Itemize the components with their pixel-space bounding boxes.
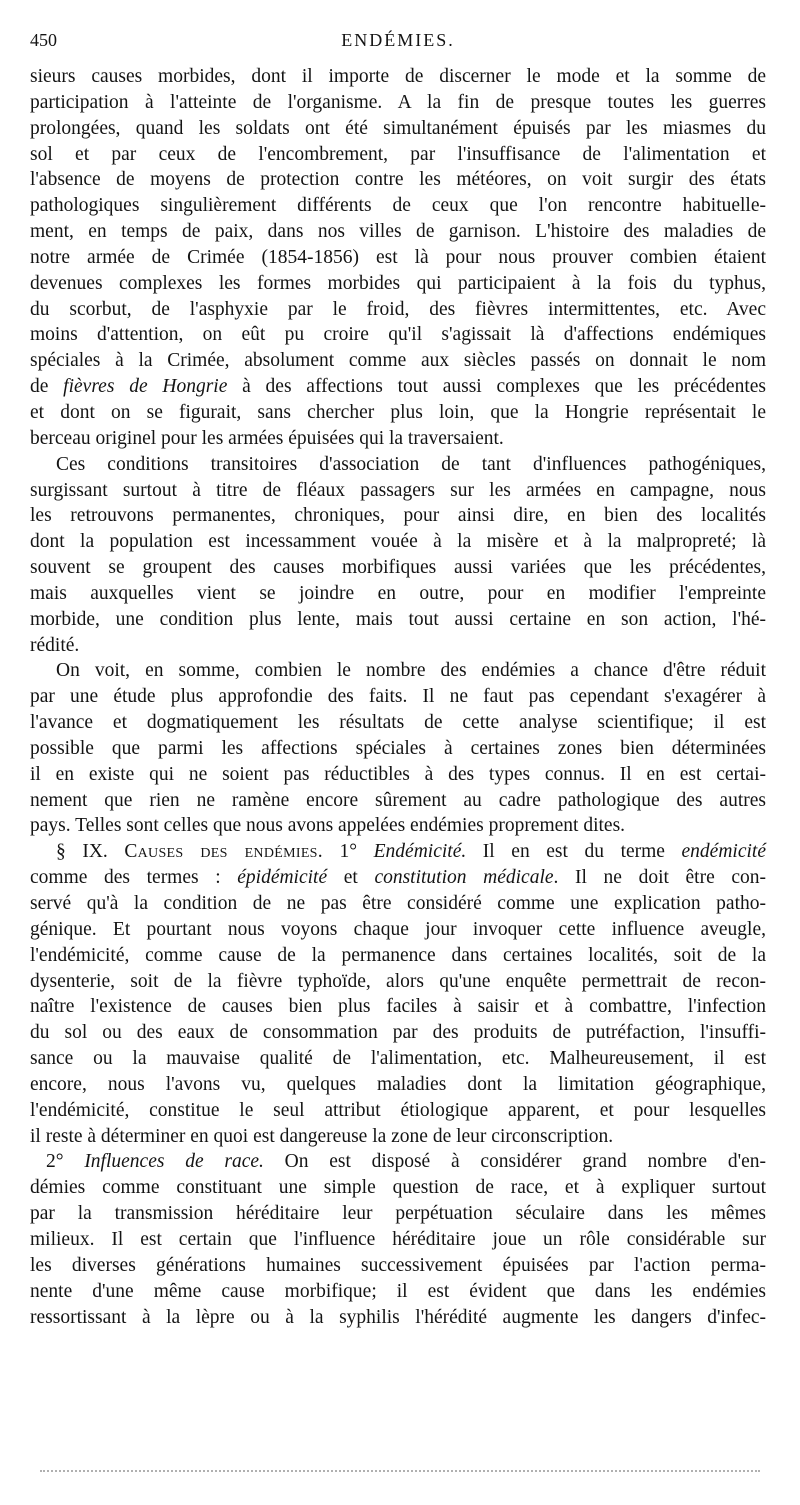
text-line: spéciales à la Crimée, absolument comme aux siècles passés on donnait le nom: [30, 350, 766, 372]
text-line: démies comme constituant une simple question de race, et à expliquer surtout: [30, 1177, 766, 1199]
text-line: berceau originel pour les armées épuisées qui la traversaient.: [30, 427, 504, 449]
text-line: On voit, en somme, combien le nombre des endémies a chance d'être réduit: [56, 660, 766, 682]
text-line: pays. Telles sont celles que nous avons appelées endémies proprement dites.: [30, 815, 626, 837]
section-heading-line: § IX. Causes des endémies. 1° Endémicité. Il en est du terme endémicité: [56, 841, 766, 863]
italic-term: fièvres de Hongrie: [63, 376, 228, 398]
text-line: ressortissant à la lèpre ou à la syphilis l'hérédité augmente les dangers d'infec-: [30, 1306, 766, 1328]
text-line: notre armée de Crimée (1854-1856) est là pour nous prouver combien étaient: [30, 246, 766, 268]
subsection-title: Influences de race.: [84, 1151, 264, 1173]
text-line: du sol ou des eaux de consommation par des produits de putréfaction, l'insuffi-: [30, 1022, 766, 1044]
text-line: nement que rien ne ramène encore sûrement au cadre pathologique des autres: [30, 789, 766, 811]
text-line: devenues complexes les formes morbides qui participaient à la fois du typhus,: [30, 272, 766, 294]
text-line: participation à l'atteinte de l'organisme. A la fin de presque toutes les guerres: [30, 91, 766, 113]
text-line: du scorbut, de l'asphyxie par le froid, des fièvres intermittentes, etc. Avec: [30, 298, 766, 320]
text-line: nente d'une même cause morbifique; il est évident que dans les endémies: [30, 1280, 766, 1302]
text-line: surgissant surtout à titre de fléaux passagers sur les armées en campagne, nous: [30, 479, 766, 501]
text-line: sol et par ceux de l'encombrement, par l'insuffisance de l'alimentation et: [30, 143, 766, 165]
text-line: et dont on se figurait, sans chercher plus loin, que la Hongrie représentait le: [30, 401, 766, 423]
subsection-heading-line: 2° Influences de race. On est disposé à considérer grand nombre d'en-: [46, 1151, 766, 1173]
text-line: moins d'attention, on eût pu croire qu'il s'agissait là d'affections endémiques: [30, 324, 766, 346]
text-line: par la transmission héréditaire leur perpétuation séculaire dans les mêmes: [30, 1203, 766, 1225]
text-line: par une étude plus approfondie des faits. Il ne faut pas cependant s'exagérer à: [30, 686, 766, 708]
body-text: [30, 64, 766, 1330]
text-line: les diverses générations humaines successivement épuisées par l'action perma-: [30, 1254, 766, 1276]
text-line: ment, en temps de paix, dans nos villes de garnison. L'histoire des maladies de: [30, 221, 766, 243]
text-line: il en existe qui ne soient pas réductibles à des types connus. Il en est certai-: [30, 763, 766, 785]
text-line: de fièvres de Hongrie à des affections tout aussi complexes que les précédentes: [30, 376, 766, 398]
text-line: comme des termes : épidémicité et constitution médicale. Il ne doit être con-: [30, 867, 767, 889]
text-line: sieurs causes morbides, dont il importe de discerner le mode et la somme de: [30, 66, 766, 87]
text-line: mais auxquelles vient se joindre en outre, pour en modifier l'empreinte: [30, 582, 766, 604]
text-line: souvent se groupent des causes morbifiques aussi variées que les précédentes,: [30, 557, 766, 579]
text-line: il reste à déterminer en quoi est dangereuse la zone de leur circonscription.: [30, 1125, 614, 1147]
text-line: l'avance et dogmatiquement les résultats de cette analyse scientifique; il est: [30, 712, 766, 734]
text-line: sance ou la mauvaise qualité de l'alimentation, etc. Malheureusement, il est: [30, 1048, 766, 1070]
text-line: morbide, une condition plus lente, mais tout aussi certaine en son action, l'hé-: [30, 608, 766, 630]
text-line: dont la population est incessamment vouée à la misère et à la malpropreté; là: [30, 531, 766, 553]
text-line: rédité.: [30, 634, 80, 656]
bottom-bleed-through: [40, 1470, 760, 1476]
text-line: l'absence de moyens de protection contre les météores, on voit surgir des états: [30, 169, 766, 191]
text-line: possible que parmi les affections spéciales à certaines zones bien déterminées: [30, 737, 766, 759]
text-line: génique. Et pourtant nous voyons chaque jour invoquer cette influence aveugle,: [30, 918, 766, 940]
subsection-title: Endémicité.: [373, 841, 467, 863]
text-line: naître l'existence de causes bien plus faciles à saisir et à combattre, l'infection: [30, 996, 766, 1018]
text-line: servé qu'à la condition de ne pas être considéré comme une explication patho-: [30, 893, 766, 914]
text-line: encore, nous l'avons vu, quelques maladies dont la limitation géographique,: [30, 1073, 766, 1095]
text-line: prolongées, quand les soldats ont été simultanément épuisés par les miasmes du: [30, 117, 766, 139]
running-title: ENDÉMIES.: [341, 30, 455, 50]
text-line: pathologiques singulièrement différents de ceux que l'on rencontre habituelle-: [30, 195, 766, 217]
page-header: [30, 30, 766, 52]
text-line: l'endémicité, constitue le seul attribut étiologique apparent, et pour lesquelles: [30, 1099, 766, 1121]
text-line: Ces conditions transitoires d'association de tant d'influences pathogéniques,: [56, 453, 766, 475]
text-line: l'endémicité, comme cause de la permanence dans certaines localités, soit de la: [30, 944, 766, 966]
section-heading: Causes des endémies.: [124, 841, 323, 863]
text-line: milieux. Il est certain que l'influence héréditaire joue un rôle considérable sur: [30, 1228, 766, 1250]
page: [30, 30, 766, 1330]
text-line: les retrouvons permanentes, chroniques, pour ainsi dire, en bien des localités: [30, 505, 766, 527]
text-line: dysenterie, soit de la fièvre typhoïde, alors qu'une enquête permettrait de recon-: [30, 970, 766, 992]
page-number: 450: [30, 30, 57, 50]
